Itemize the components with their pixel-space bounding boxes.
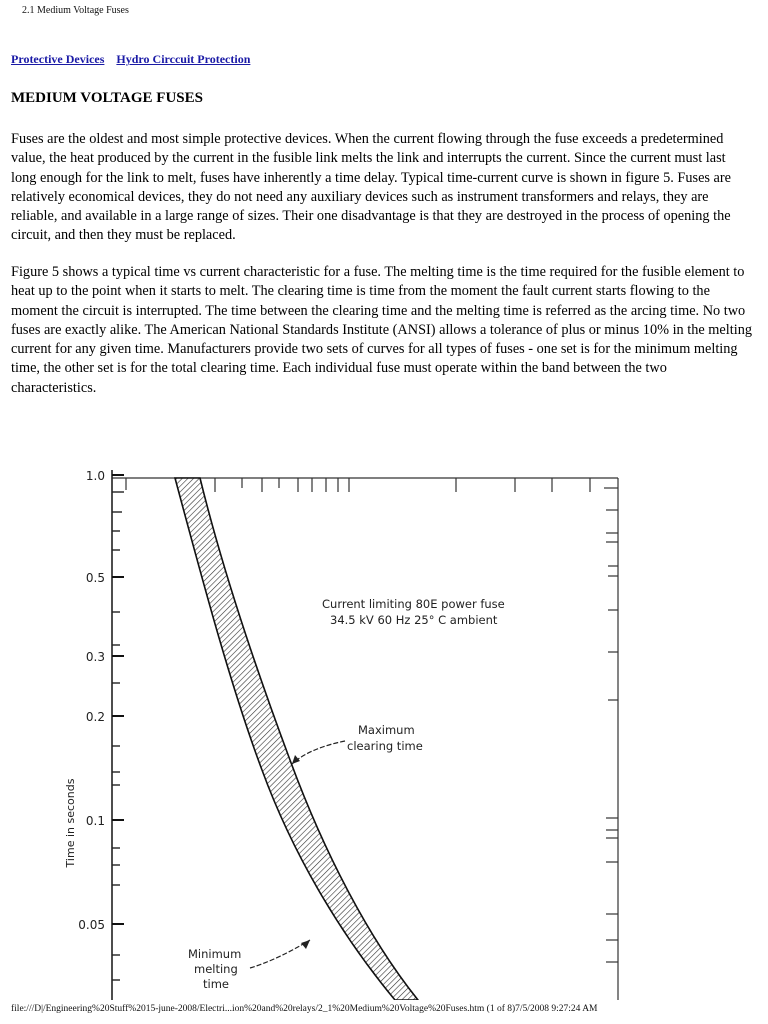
y-tick-label-0-3: 0.3 (85, 650, 105, 664)
min-melting-arrow (250, 940, 310, 968)
min-melting-label-3: time (203, 977, 229, 991)
max-clearing-label-1: Maximum (358, 723, 415, 737)
breadcrumb-link-protective-devices[interactable]: Protective Devices (11, 52, 105, 66)
max-clearing-label-2: clearing time (347, 739, 423, 753)
breadcrumb (11, 52, 259, 67)
y-tick-label-0-5: 0.5 (85, 571, 105, 585)
y-tick-label-0-2: 0.2 (85, 710, 105, 724)
min-melting-label-2: melting (194, 962, 238, 976)
y-tick-label-0-05: 0.05 (78, 918, 105, 932)
left-axis-ticks (112, 492, 124, 980)
figure-time-current-curve (0, 400, 768, 1000)
document-footer-path: file:///D|/Engineering%20Stuff%2015-june-2008/Electri...ion%20and%20relays/2_1%20Medium%20Voltage%20Fuses.htm (1 of 8)7/5/2008 9:27:24 AM (11, 1004, 598, 1014)
paragraph-fuses-intro: Fuses are the oldest and most simple protective devices. When the current flowing through the fuse exceeds a predetermined value, the heat produced by the current in the fusible link melts the link and interrupts the current. Since the current must last long enough for the link to melt, fuses have inherently a time delay. Typical time-current curve is shown in figure 5. Fuses are relatively economical devices, they do not need any auxiliary devices such as instrument transformers and relays, they are reliable, and available in a large range of sizes. Their one disadvantage is that they are destroyed in the process of opening the circuit, and then they must be replaced. (11, 131, 732, 244)
paragraph-figure-description: Figure 5 shows a typical time vs current characteristic for a fuse. The melting time is the time required for the fusible element to heat up to the point when it starts to melt. The clearing time is time from the moment the fault current starts flowing to the moment the circuit is interrupted. The time between the clearing time and the melting time is referred as the arcing time. No two fuses are exactly alike. The American National Standards Institute (ANSI) allows a tolerance of plus or minus 10% in the melting current for any given time. Manufacturers provide two sets of curves for all types of fuses - one set is for the minimum melting time, the other set is for the total clearing time. Each individual fuse must operate within the band between the two characteristics. (11, 264, 752, 396)
right-axis-ticks (604, 488, 618, 962)
page-title: MEDIUM VOLTAGE FUSES (11, 90, 203, 106)
y-tick-label-1-0: 1.0 (85, 469, 105, 483)
max-clearing-arrow (292, 741, 345, 764)
min-melting-label-1: Minimum (188, 947, 242, 961)
major-y-ticks (112, 475, 124, 924)
breadcrumb-link-hydro-circuit-protection[interactable]: Hydro Circcuit Protection (116, 52, 251, 66)
document-header-title: 2.1 Medium Voltage Fuses (22, 5, 129, 16)
fuse-legend-line-1: Current limiting 80E power fuse (322, 597, 505, 611)
fuse-legend-line-2: 34.5 kV 60 Hz 25° C ambient (330, 613, 498, 627)
y-axis-label: Time in seconds (64, 778, 77, 868)
y-tick-label-0-1: 0.1 (85, 814, 105, 828)
